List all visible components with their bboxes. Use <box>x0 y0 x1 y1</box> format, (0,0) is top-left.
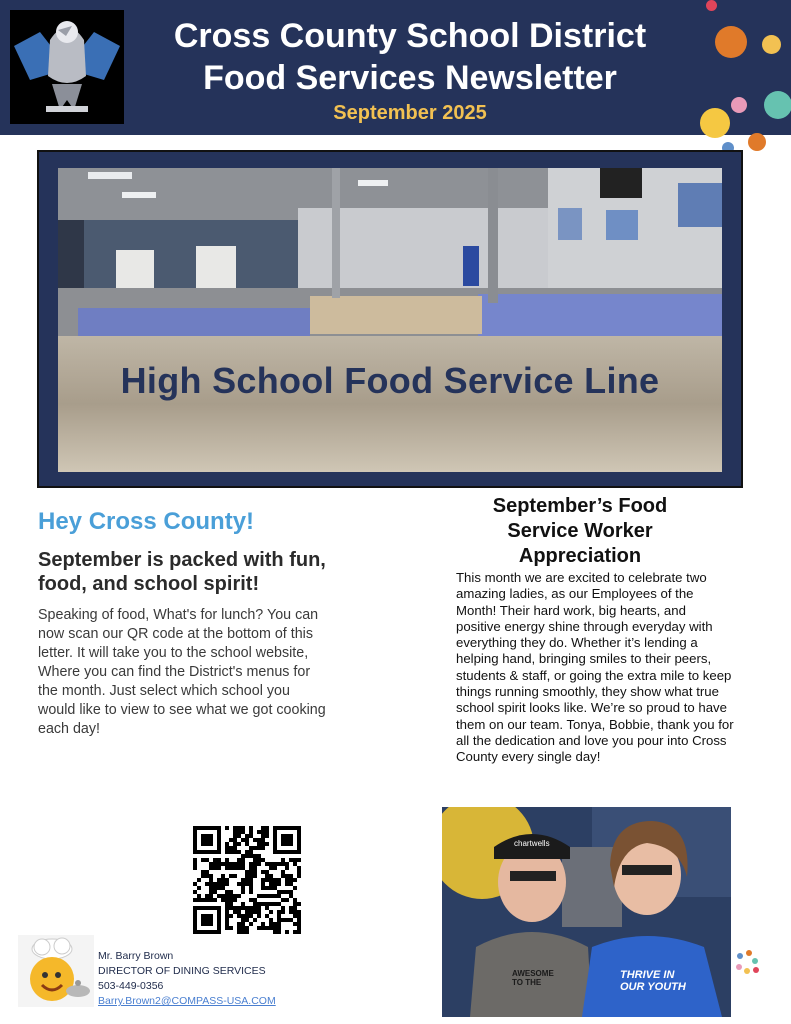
qr-code-icon[interactable] <box>193 826 301 934</box>
appreciation-heading <box>450 494 710 569</box>
shirt-text-left: AWESOME TO THE <box>512 969 554 987</box>
shirt-text-right: THRIVE IN OUR YOUTH <box>620 969 686 993</box>
contact-phone: 503-449-0356 <box>98 980 164 992</box>
decorative-dot <box>752 958 758 964</box>
decorative-dot <box>744 968 750 974</box>
chef-emoji-icon <box>18 935 94 1007</box>
cafeteria-photo <box>58 168 722 472</box>
decorative-dot <box>764 91 791 119</box>
appreciation-heading-line3: Appreciation <box>518 545 642 567</box>
appreciation-heading-line1: September’s Food <box>492 495 668 517</box>
appreciation-heading-line2: Service Worker <box>507 520 653 542</box>
decorative-dot <box>715 26 747 58</box>
decorative-dot <box>706 0 717 11</box>
decorative-dot <box>748 133 766 151</box>
decorative-dot <box>746 950 752 956</box>
decorative-dot <box>700 108 730 138</box>
cap-logo-text: chartwells <box>514 839 550 848</box>
intro-paragraph: Speaking of food, What's for lunch? You can now scan our QR code at the bottom of this letter. It will take you to the school website, Where you can find the District's menus for the month. Just select which school you would like to view to see what we got cooking each day! <box>38 607 326 737</box>
decorative-dot <box>737 953 743 959</box>
newsletter-title-line2: Food Services Newsletter <box>203 59 617 97</box>
newsletter-title-line1: Cross County School District <box>173 17 647 55</box>
decorative-dot <box>731 97 747 113</box>
header-banner <box>0 0 791 135</box>
contact-role: DIRECTOR OF DINING SERVICES <box>98 965 266 977</box>
newsletter-date: September 2025 <box>333 102 487 124</box>
eagle-logo-icon <box>10 10 124 124</box>
contact-name: Mr. Barry Brown <box>98 950 174 962</box>
employees-photo <box>442 807 731 1017</box>
hero-photo-frame <box>37 150 743 488</box>
greeting-heading: Hey Cross County! <box>38 508 255 535</box>
appreciation-paragraph: This month we are excited to celebrate two amazing ladies, as our Employees of the Month! Their hard work, big hearts, and positive energy shine through everyday with everything they do. Whether it’s lending a helping hand, bringing smiles to their peers, students & staff, or going the extra mile to keep things running smoothly, they show what true school spirit looks like. We’re so proud to have them on our team. Tonya, Bobbie, thank you for all the dedication and love you pour into Cross County every single day! <box>456 570 734 765</box>
hero-caption: High School Food Service Line <box>120 360 660 401</box>
contact-email-link[interactable]: Barry.Brown2@COMPASS-USA.COM <box>98 995 276 1007</box>
decorative-dot <box>753 967 759 973</box>
decorative-dot <box>736 964 742 970</box>
decorative-dot <box>762 35 781 54</box>
intro-subheading: September is packed with fun, food, and school spirit! <box>38 549 326 595</box>
